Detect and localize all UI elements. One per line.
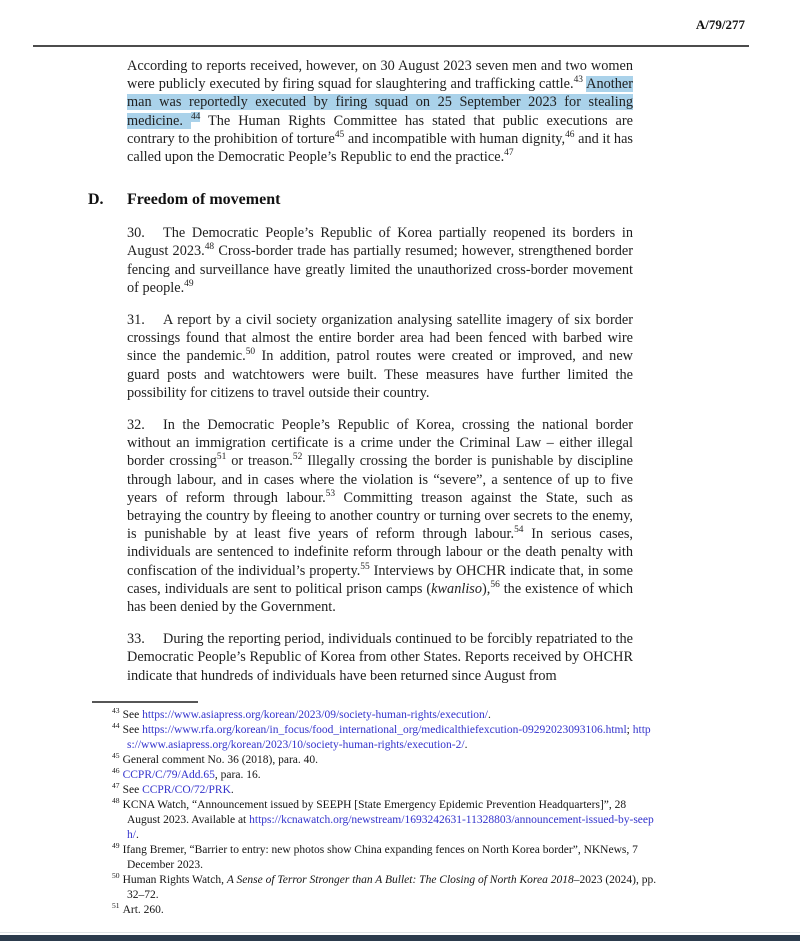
paragraph-intro bbox=[127, 57, 633, 166]
text-segment: See bbox=[122, 724, 143, 736]
text-segment: In the Democratic People’s Republic of Korea, crossing the national border without an immigration certificate is a crime under the Criminal Law – either illegal border crossing bbox=[127, 417, 633, 470]
text-segment: According to reports received, however, on 30 August 2023 seven men and two women were publicly executed by firing squad for slaughtering and trafficking cattle. bbox=[127, 58, 633, 93]
paragraph-number: 30. bbox=[127, 225, 145, 242]
text-segment: A Sense of Terror Stronger than A Bullet: The Closing of North Korea 2018 bbox=[226, 874, 574, 886]
footnote-number: 43 bbox=[112, 706, 120, 716]
footnote-number: 51 bbox=[112, 901, 120, 911]
text-segment: Cross-border trade has partially resumed; however, strengthened border fencing and surveillance have greatly limited the unauthorized cross-border movement of people. bbox=[127, 243, 633, 296]
footnote-46 bbox=[112, 768, 660, 783]
hyperlink[interactable]: CCPR/CO/72/PRK bbox=[142, 784, 231, 796]
paragraph-number: 33. bbox=[127, 631, 145, 648]
text-segment: During the reporting period, individuals continued to be forcibly repatriated to the Democratic People’s Republic of Korea from other States. Reports received by OHCHR indicate that hundreds of individuals have been returned since August from bbox=[127, 631, 633, 684]
text-segment: the existence of which has been denied by the Government. bbox=[127, 580, 633, 616]
footer-grey-line bbox=[0, 932, 800, 933]
text-segment: or treason. bbox=[226, 453, 293, 470]
footnote-number: 45 bbox=[112, 751, 120, 761]
footnote-reference: 48 bbox=[204, 242, 215, 253]
footnote-number: 49 bbox=[112, 841, 120, 851]
section-title: Freedom of movement bbox=[127, 191, 281, 209]
footnote-list bbox=[112, 708, 660, 918]
footnote-reference: 51 bbox=[216, 452, 227, 463]
text-segment: KCNA Watch, “Announcement issued by SEEPH [State Emergency Epidemic Prevention Headquarters]”, 28 August 2023. Available at bbox=[122, 799, 627, 826]
footnote-number: 48 bbox=[112, 796, 120, 806]
text-segment: . bbox=[135, 829, 139, 841]
paragraph-30 bbox=[127, 224, 633, 297]
hyperlink[interactable]: https://www.rfa.org/korean/in_focus/food_international_org/medicalthiefexcution-09292023093106.html bbox=[142, 724, 627, 736]
text-segment: and incompatible with human dignity, bbox=[344, 130, 566, 147]
footnote-49 bbox=[112, 843, 660, 873]
text-segment: . bbox=[464, 739, 468, 751]
text-segment: . bbox=[487, 709, 491, 721]
footnote-43 bbox=[112, 708, 660, 723]
footnote-reference: 49 bbox=[184, 279, 194, 290]
paragraph-number: 31. bbox=[127, 312, 145, 329]
section-letter: D. bbox=[88, 191, 104, 209]
footnote-48 bbox=[112, 798, 660, 843]
doc-symbol: A/79/277 bbox=[695, 17, 745, 32]
text-segment: See bbox=[122, 709, 143, 721]
footnote-reference: 55 bbox=[360, 561, 370, 572]
text-segment: . bbox=[230, 784, 234, 796]
footnote-reference: 52 bbox=[292, 452, 303, 463]
footnote-reference: 50 bbox=[245, 347, 256, 358]
footnote-number: 44 bbox=[112, 721, 120, 731]
highlighted-text: Another man was reportedly executed by firing squad on 25 September 2023 for stealing medicine. bbox=[127, 76, 633, 129]
footnote-number: 50 bbox=[112, 871, 120, 881]
footer-bar bbox=[0, 935, 800, 941]
text-segment: Art. 260. bbox=[122, 904, 164, 916]
footnote-reference: 46 bbox=[565, 130, 575, 141]
text-segment: A report by a civil society organization analysing satellite imagery of six border crossings found that almost the entire border area had been fenced with barbed wire since the pandemic. bbox=[127, 312, 633, 365]
text-segment: kwanliso bbox=[431, 580, 483, 597]
text-segment: See bbox=[122, 784, 143, 796]
footnote-reference: 45 bbox=[334, 130, 345, 141]
text-segment: ), bbox=[482, 580, 491, 597]
text-segment: –2023 (2024), pp. 32–72. bbox=[127, 874, 657, 901]
text-segment: In addition, patrol routes were created or improved, and new guard posts and watchtowers were built. These measures have further limited the possibility for citizens to travel outside their country. bbox=[127, 348, 633, 401]
text-segment: The Human Rights Committee has stated that public executions are contrary to the prohibition of torture bbox=[127, 112, 633, 147]
text-segment: ; bbox=[626, 724, 633, 736]
footnote-separator bbox=[92, 701, 198, 703]
footnote-reference: 43 bbox=[573, 75, 583, 86]
footnote-reference: 53 bbox=[325, 489, 336, 500]
hyperlink[interactable]: https://www.asiapress.org/korean/2023/09/society-human-rights/execution/ bbox=[142, 709, 488, 721]
hyperlink[interactable]: https://kcnawatch.org/newstream/1693242631-11328803/announcement-issued-by-seeph/ bbox=[127, 814, 654, 841]
text-segment: Ifang Bremer, “Barrier to entry: new photos show China expanding fences on North Korea border”, NKNews, 7 December 2023. bbox=[122, 844, 638, 871]
footnote-47 bbox=[112, 783, 660, 798]
header-rule bbox=[33, 45, 749, 47]
paragraph-31 bbox=[127, 311, 633, 402]
hyperlink[interactable]: https://www.asiapress.org/korean/2023/10/society-human-rights/execution-2/ bbox=[127, 724, 651, 751]
text-segment: , para. 16. bbox=[214, 769, 261, 781]
text-segment: In serious cases, individuals are sentenced to indefinite reform through labour or the death penalty with confiscation of the individual’s property. bbox=[127, 526, 633, 579]
paragraph-number: 32. bbox=[127, 417, 145, 434]
footnote-45 bbox=[112, 753, 660, 768]
text-segment: Illegally crossing the border is punishable by discipline through labour, and in cases where the violation is “severe”, a sentence of up to five years of reform through labour. bbox=[127, 453, 633, 506]
document-body bbox=[88, 57, 633, 699]
text-segment: Human Rights Watch, bbox=[122, 874, 227, 886]
paragraph-33 bbox=[127, 630, 633, 685]
footnote-reference: 47 bbox=[504, 148, 514, 159]
text-segment: The Democratic People’s Republic of Korea partially reopened its borders in August 2023. bbox=[127, 225, 633, 260]
footnote-number: 47 bbox=[112, 781, 120, 791]
section-heading bbox=[88, 190, 633, 209]
text-segment: General comment No. 36 (2018), para. 40. bbox=[122, 754, 319, 766]
numbered-paragraphs bbox=[127, 224, 633, 685]
footnote-50 bbox=[112, 873, 660, 903]
paragraph-32 bbox=[127, 416, 633, 616]
text-segment: Committing treason against the State, such as betraying the country by fleeing to another country or turning over secrets to the enemy, is punishable by at least five years of reform through labour. bbox=[127, 489, 633, 543]
text-segment: and it has called upon the Democratic People’s Republic to end the practice. bbox=[127, 130, 633, 166]
hyperlink[interactable]: CCPR/C/79/Add.65 bbox=[122, 769, 215, 781]
footnote-51 bbox=[112, 903, 660, 918]
footnote-reference: 44 bbox=[190, 111, 201, 122]
footnote-number: 46 bbox=[112, 766, 120, 776]
footnote-44 bbox=[112, 723, 660, 753]
footnote-reference: 54 bbox=[514, 525, 524, 536]
text-segment: Interviews by OHCHR indicate that, in some cases, individuals are sent to political prison camps ( bbox=[127, 562, 633, 597]
footnote-reference: 56 bbox=[490, 580, 500, 591]
